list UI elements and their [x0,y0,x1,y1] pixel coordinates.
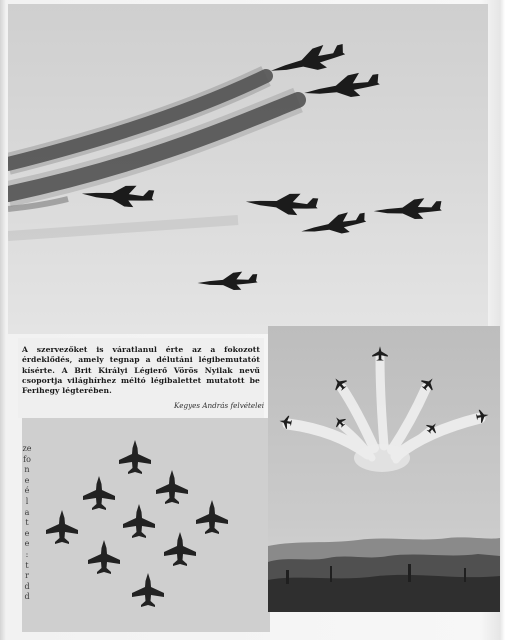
fragment-char: fo [23,454,31,464]
fragment-char: a [24,507,30,517]
jet-formation-with-smoke-photo [8,4,488,334]
fragment-char: n [24,465,30,475]
article-caption [18,338,264,418]
fragment-char: d [24,592,30,602]
photo-credit: Kegyes András felvételei [174,401,264,410]
fragment-char: e [24,528,30,538]
caption-text: A szervezőket is váratlanul érte az a fokozott érdeklődés, amely tegnap a délutáni légibemutatót kísérte. A Brit Királyi Légierő Vörös Nyilak nevű csoportja világhírhez méltó légibalettet mutatott be Ferihegy légterében. [22,345,260,396]
fragment-char: : [25,549,29,559]
adjacent-column-fragment [20,444,34,603]
fragment-char: ze [22,444,32,453]
fragment-char: r [25,571,29,581]
fragment-char: l [25,496,29,506]
fragment-char: t [25,560,29,570]
starburst-formation-photo [268,326,500,612]
fragment-char: e [24,539,30,549]
fragment-char: é [24,486,30,496]
fragment-char: e [24,475,30,485]
diamond-formation-photo [22,418,270,632]
fragment-char: d [24,581,30,591]
fragment-char: t [25,518,29,528]
